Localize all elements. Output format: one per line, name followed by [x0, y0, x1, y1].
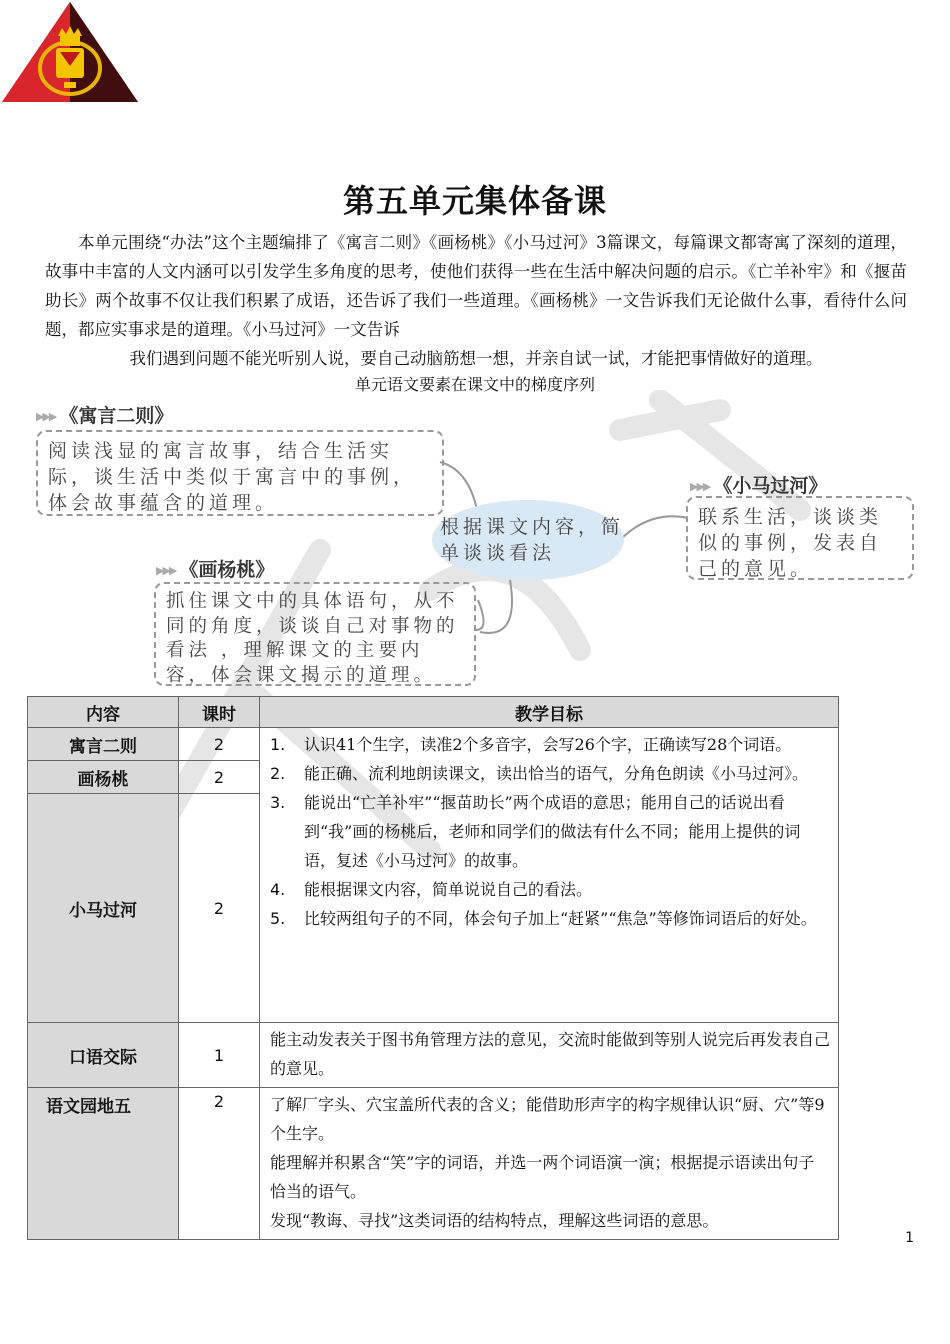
list-item: 2. 能正确、流利地朗读课文，读出恰当的语气，分角色朗读《小马过河》。: [270, 764, 809, 783]
row-hours: 2: [179, 761, 260, 794]
lesson-box-fables: 阅读浅显的寓言故事，结合生活实际，谈生活中类似于寓言中的事例，体会故事蕴含的道理。: [36, 430, 444, 516]
lesson-box-pony: 联系生活，谈谈类似的事例，发表自己的意见。: [686, 496, 914, 580]
header-content: 内容: [28, 697, 179, 728]
row-hours: 1: [179, 1023, 260, 1088]
table-row: [28, 1088, 839, 1240]
page-number: 1: [905, 1230, 914, 1246]
row-hours: 2: [179, 1088, 260, 1240]
list-item: 3. 能说出“亡羊补牢”“揠苗助长”两个成语的意思；能用自己的话说出看到“我”画的杨桃后，老师和同学们的做法有什么不同；能用上提供的词语，复述《小马过河》的故事。: [270, 793, 801, 870]
diagram-center-oval: 根据课文内容，简单谈谈看法: [432, 500, 624, 580]
intro-last-line: 我们遇到问题不能光听别人说，要自己动脑筋想一想，并亲自试一试，才能把事情做好的道理。: [129, 349, 823, 368]
table-header-row: [28, 697, 839, 728]
row-name: 小马过河: [28, 794, 179, 1023]
row-name: 口语交际: [28, 1023, 179, 1088]
garden-goals-cell: [260, 1088, 839, 1240]
header-goals: 教学目标: [260, 697, 839, 728]
lesson-heading-fables: ▶▶▶ 《寓言二则》: [36, 405, 174, 427]
oral-goal-cell: [260, 1023, 839, 1088]
lesson-box-starfruit: 抓住课文中的具体语句，从不同的角度，谈谈自己对事物的看法 ，理解课文的主要内容，体会课文揭示的道理。: [154, 582, 476, 686]
triple-arrow-icon: ▶▶▶: [690, 480, 710, 493]
table-row: [28, 728, 839, 761]
list-item: 4. 能根据课文内容，简单说说自己的看法。: [270, 880, 593, 899]
list-item: 1. 认识41个生字，读准2个多音字，会写26个字，正确读写28个词语。: [270, 735, 792, 754]
header-hours: 课时: [179, 697, 260, 728]
row-name: 语文园地五: [28, 1088, 179, 1240]
page-title: 第五单元集体备课: [342, 182, 607, 220]
lesson-heading-pony: ▶▶▶ 《小马过河》: [690, 475, 828, 497]
list-item: 5. 比较两组句子的不同，体会句子加上“赶紧”“焦急”等修饰词语后的好处。: [270, 909, 817, 928]
garden-goal: 能理解并积累含“笑”字的词语，并选一两个词语演一演；根据提示语读出句子恰当的语气。: [270, 1153, 815, 1201]
shared-goals-cell: [260, 728, 839, 1023]
garden-goal: 发现“教诲、寻找”这类词语的结构特点，理解这些词语的意思。: [270, 1211, 719, 1230]
intro-paragraph: 本单元围绕“办法”这个主题编排了《寓言二则》《画杨桃》《小马过河》3篇课文，每篇课文都寄寓了深刻的道理，故事中丰富的人文内涵可以引发学生多角度的思考，使他们获得一些在生活中解决问题的启示。《亡羊补牢》和《揠苗助长》两个故事不仅让我们积累了成语，还告诉了我们一些道理。《画杨桃》一文告诉我们无论做什么事，看待什么问题，都应实事求是的道理。《小马过河》一文告诉: [45, 233, 907, 339]
garden-goal: 了解厂字头、穴宝盖所代表的含义；能借助形声字的构字规律认识“厨、穴”等9个生字。: [270, 1095, 825, 1143]
row-name: 画杨桃: [28, 761, 179, 794]
oral-goal-text: 能主动发表关于图书角管理方法的意见，交流时能做到等别人说完后再发表自己的意见。: [270, 1030, 831, 1078]
lesson-plan-table: [27, 696, 839, 1240]
table-row: [28, 1023, 839, 1088]
triple-arrow-icon: ▶▶▶: [156, 564, 176, 577]
row-hours: 2: [179, 794, 260, 1023]
diagram-title: 单元语文要素在课文中的梯度序列: [354, 375, 595, 394]
row-name: 寓言二则: [28, 728, 179, 761]
row-hours: 2: [179, 728, 260, 761]
lesson-heading-starfruit: ▶▶▶ 《画杨桃》: [156, 559, 275, 581]
shared-goals-list: [270, 730, 830, 933]
triple-arrow-icon: ▶▶▶: [36, 410, 56, 423]
